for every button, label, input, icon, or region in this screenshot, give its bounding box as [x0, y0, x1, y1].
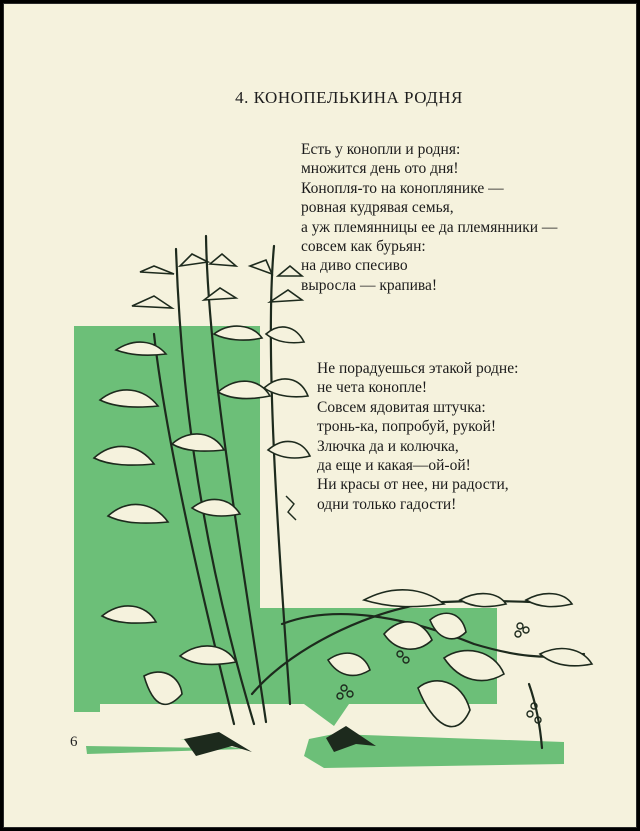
poem-line: Ни красы от нее, ни радости,: [317, 476, 509, 494]
poem-line: одни только гадости!: [317, 495, 457, 513]
poem-line: Совсем ядовитая штучка:: [317, 398, 486, 416]
poem-line: Конопля-то на коноплянике —: [301, 179, 504, 197]
poem-line: совсем как бурьян:: [301, 238, 426, 256]
chapter-title: 4. КОНОПЕЛЬКИНА РОДНЯ: [235, 88, 463, 107]
nettle-leaf: [278, 266, 302, 276]
poem-line: да еще и какая—ой-ой!: [317, 457, 471, 475]
poem-line: а уж племянницы ее да племянники —: [301, 218, 558, 236]
nettle-leaf: [270, 290, 302, 302]
nettle-leaf: [140, 266, 174, 274]
nettle-leaf: [250, 260, 272, 274]
poem-line: тронь-ка, попробуй, рукой!: [317, 418, 497, 436]
poem-line: на диво спесиво: [301, 257, 408, 275]
poem-line: не чета конопле!: [317, 379, 428, 397]
poem-line: Есть у конопли и родня:: [301, 141, 461, 158]
poem-line: Не порадуешься этакой родне:: [317, 360, 519, 377]
poem-line: множится день ото дня!: [301, 160, 459, 178]
poem-stanza: [317, 359, 518, 514]
page-number: 6: [70, 734, 78, 750]
ground-strip: [184, 732, 252, 756]
poem-line: выросла — крапива!: [301, 276, 438, 294]
nettle-leaf: [180, 254, 208, 266]
nettle-leaf: [526, 594, 572, 607]
poem-line: Злючка да и колючка,: [317, 437, 459, 455]
nettle-leaf: [132, 296, 172, 308]
poem-stanza: [301, 140, 557, 295]
nettle-leaf: [210, 254, 236, 266]
nettle-leaf: [364, 590, 444, 607]
book-page: [3, 3, 637, 828]
poem-line: ровная кудрявая семья,: [301, 199, 454, 217]
nettle-leaf: [540, 649, 592, 666]
nettle-leaf: [460, 594, 506, 607]
